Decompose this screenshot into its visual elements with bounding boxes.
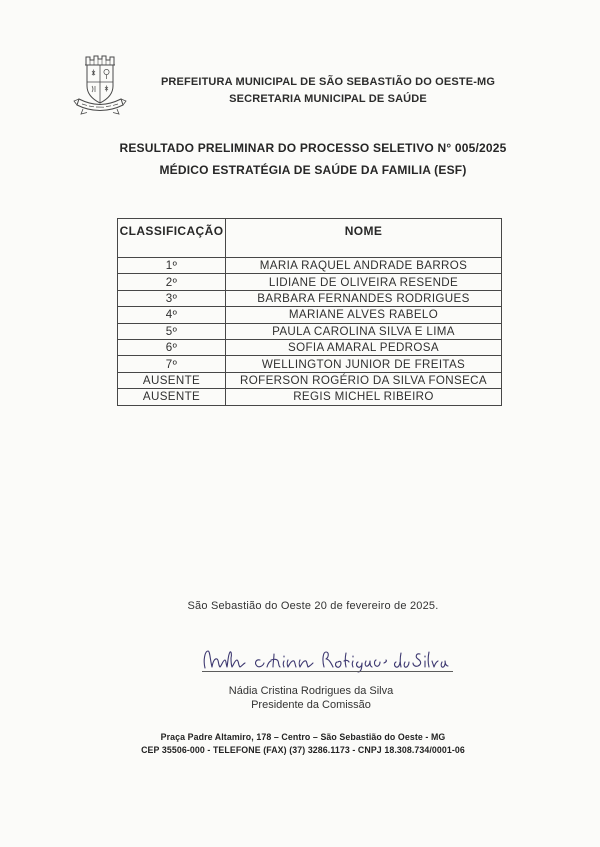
footer-address: Praça Padre Altamiro, 178 – Centro – São Sebastião do Oeste - MG xyxy=(160,732,446,742)
page-footer xyxy=(6,731,600,757)
name-cell: BARBARA FERNANDES RODRIGUES xyxy=(226,290,502,306)
table-row xyxy=(118,258,502,274)
results-table xyxy=(117,218,502,406)
classification-cell: 1º xyxy=(118,258,226,274)
municipal-coat-of-arms-logo xyxy=(72,53,128,117)
signer-name: Nádia Cristina Rodrigues da Silva xyxy=(228,685,394,697)
handwritten-signature xyxy=(200,645,452,673)
name-cell: ROFERSON ROGÉRIO DA SILVA FONSECA xyxy=(226,372,502,388)
table-row xyxy=(118,389,502,405)
name-cell: SOFIA AMARAL PEDROSA xyxy=(226,339,502,355)
classification-cell: AUSENTE xyxy=(118,389,226,405)
column-header-classification: CLASSIFICAÇÃO xyxy=(118,219,226,258)
table-row xyxy=(118,339,502,355)
classification-cell: AUSENTE xyxy=(118,372,226,388)
name-cell: MARIA RAQUEL ANDRADE BARROS xyxy=(226,258,502,274)
table-row xyxy=(118,307,502,323)
name-cell: MARIANE ALVES RABELO xyxy=(226,307,502,323)
classification-cell: 7º xyxy=(118,356,226,372)
table-row xyxy=(118,290,502,306)
organization-header xyxy=(150,74,506,108)
classification-cell: 5º xyxy=(118,323,226,339)
date-line: São Sebastião do Oeste 20 de fevereiro de 2025. xyxy=(187,600,439,612)
classification-cell: 2º xyxy=(118,274,226,290)
title-line-1: RESULTADO PRELIMINAR DO PROCESSO SELETIVO N° 005/2025 xyxy=(119,141,507,155)
table-row xyxy=(118,274,502,290)
name-cell: LIDIANE DE OLIVEIRA RESENDE xyxy=(226,274,502,290)
signature-ink-icon xyxy=(200,645,452,673)
column-header-name: NOME xyxy=(226,219,502,258)
title-line-2: MÉDICO ESTRATÉGIA DE SAÚDE DA FAMILIA (ESF) xyxy=(159,163,467,177)
name-cell: REGIS MICHEL RIBEIRO xyxy=(226,389,502,405)
table-header-row xyxy=(118,219,502,258)
footer-contact: CEP 35506-000 - TELEFONE (FAX) (37) 3286.1173 - CNPJ 18.308.734/0001-06 xyxy=(141,745,465,755)
signer-role: Presidente da Comissão xyxy=(251,699,371,711)
name-cell: PAULA CAROLINA SILVA E LIMA xyxy=(226,323,502,339)
table-row xyxy=(118,356,502,372)
classification-cell: 4º xyxy=(118,307,226,323)
document-title xyxy=(60,141,566,177)
org-name: PREFEITURA MUNICIPAL DE SÃO SEBASTIÃO DO OESTE-MG xyxy=(160,76,496,88)
name-cell: WELLINGTON JUNIOR DE FREITAS xyxy=(226,356,502,372)
classification-cell: 6º xyxy=(118,339,226,355)
signature-line xyxy=(202,671,453,672)
table-row xyxy=(118,323,502,339)
table-row xyxy=(118,372,502,388)
org-department: SECRETARIA MUNICIPAL DE SAÚDE xyxy=(229,93,427,105)
classification-cell: 3º xyxy=(118,290,226,306)
signature-block xyxy=(22,684,600,712)
coat-of-arms-icon xyxy=(72,53,128,117)
